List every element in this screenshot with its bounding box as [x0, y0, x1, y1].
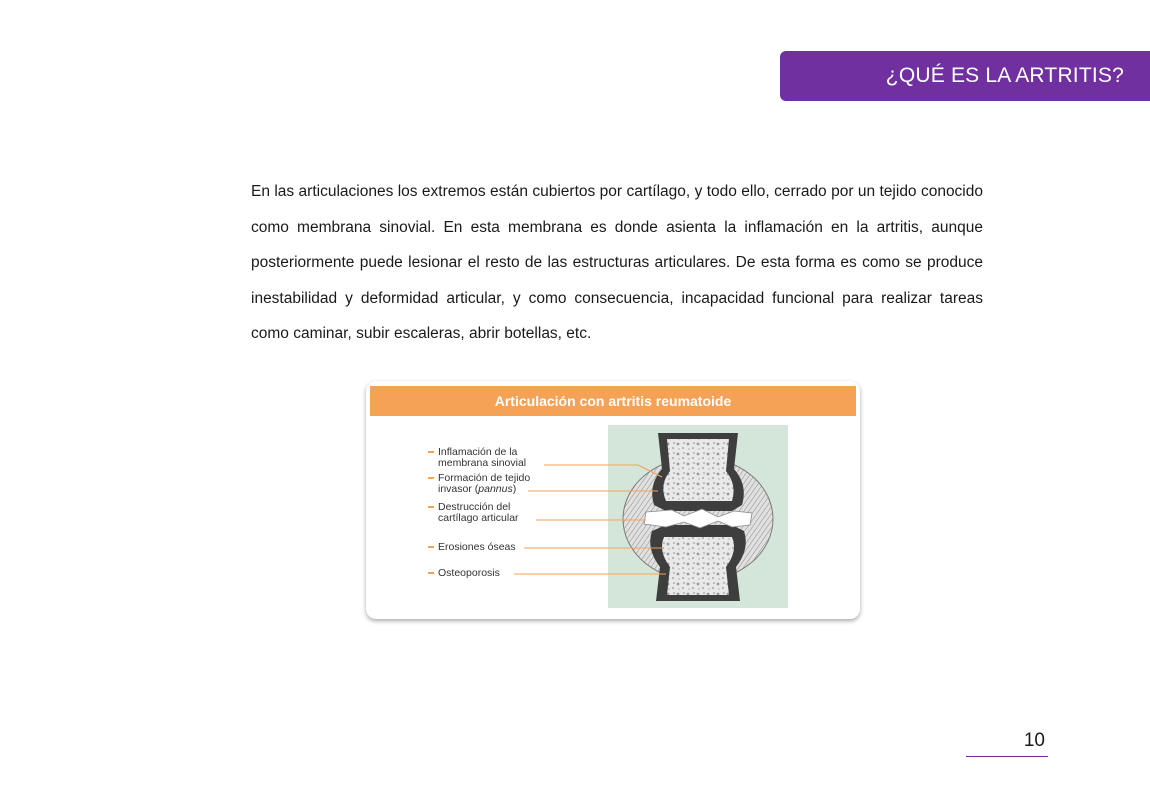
- articular-cartilage: [644, 509, 752, 528]
- label-cartilage-destruction: Destrucción del cartílago articular: [438, 502, 519, 524]
- page-number: 10: [966, 727, 1048, 757]
- label-bone-erosions: Erosiones óseas: [438, 542, 516, 553]
- label-bullet: [428, 451, 434, 453]
- joint-illustration-figure: [366, 381, 860, 619]
- joint-diagram: [366, 381, 860, 619]
- section-title: ¿QUÉ ES LA ARTRITIS?: [885, 64, 1124, 87]
- label-synovial-inflammation: Inflamación de la membrana sinovial: [438, 447, 526, 469]
- body-paragraph: En las articulaciones los extremos están cubiertos por cartílago, y todo ello, cerrado por un tejido conocido como membrana sinovial. En esta membrana es donde asienta la inflamación en la artritis, aunque posteriormente puede lesionar el resto de las estructuras articulares. De esta forma es como se produce inestabilidad y deformidad articular, y como consecuencia, incapacidad funcional para realizar tareas como caminar, subir escaleras, abrir botellas, etc.: [251, 183, 983, 342]
- label-pannus-formation: Formación de tejido invasor (pannus): [438, 473, 530, 495]
- label-bullet: [428, 546, 434, 548]
- label-bullet: [428, 477, 434, 479]
- label-bullet: [428, 572, 434, 574]
- lower-bone-marrow: [662, 537, 734, 595]
- figure-title: Articulación con artritis reumatoide: [494, 393, 732, 409]
- label-osteoporosis: Osteoporosis: [438, 568, 500, 579]
- upper-bone-marrow: [663, 439, 733, 501]
- section-header-tab: [780, 51, 1150, 101]
- label-bullet: [428, 506, 434, 508]
